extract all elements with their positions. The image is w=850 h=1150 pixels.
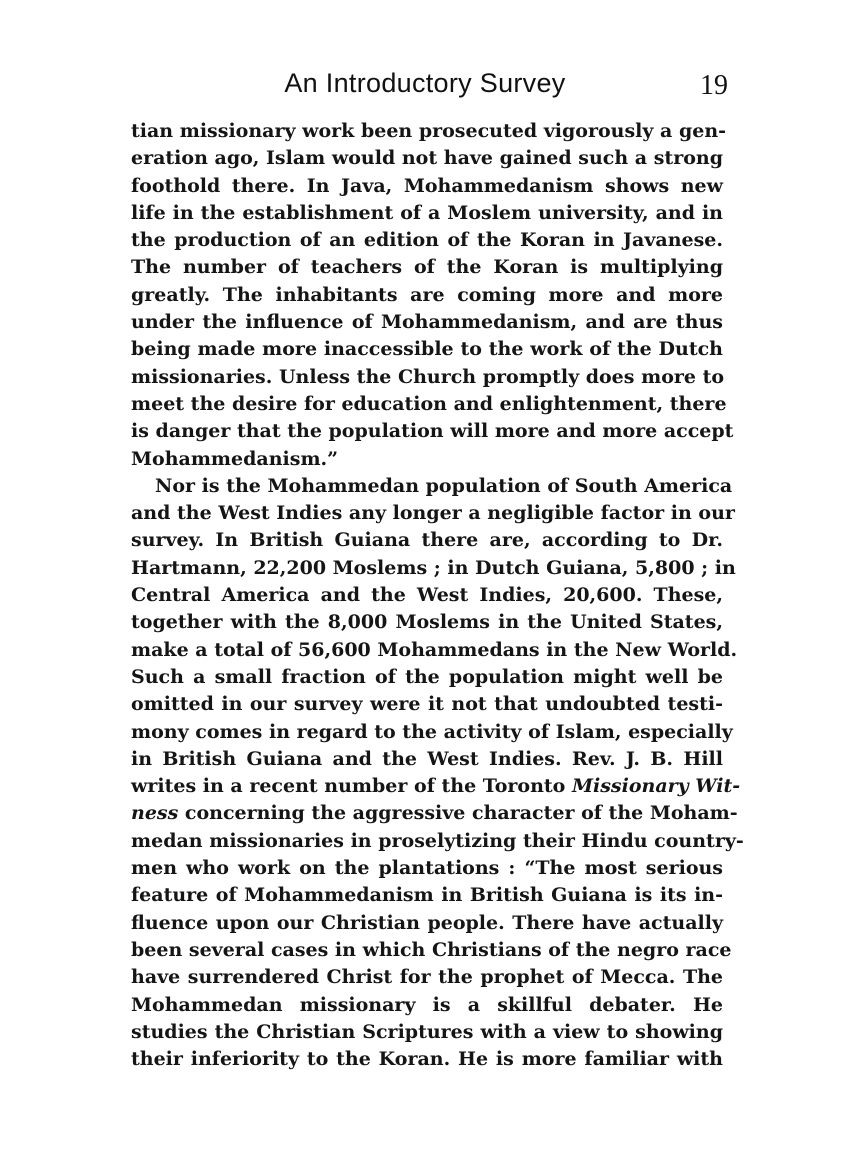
text-line: foothold there. In Java, Mohammedanism shows new bbox=[131, 174, 723, 197]
text-line: The number of teachers of the Koran is multiplying bbox=[131, 256, 723, 279]
text-line: make a total of 56,600 Mohammedans in the New World. bbox=[131, 638, 738, 661]
text-line: in British Guiana and the West Indies. Rev. J. B. Hill bbox=[131, 747, 723, 770]
text-line: greatly. The inhabitants are coming more and more bbox=[131, 283, 723, 306]
text-line: Hartmann, 22,200 Moslems ; in Dutch Guiana, 5,800 ; in bbox=[131, 556, 736, 579]
text-line: Mohammedanism.” bbox=[131, 447, 339, 470]
text-line: meet the desire for education and enlightenment, there bbox=[131, 392, 727, 415]
line-segment: writes in a recent number of the Toronto bbox=[131, 775, 572, 798]
text-line: mony comes in regard to the activity of Islam, especially bbox=[131, 720, 733, 743]
text-line: together with the 8,000 Moslems in the United States, bbox=[131, 611, 723, 634]
text-line: is danger that the population will more and more accept bbox=[131, 420, 734, 443]
text-line: have surrendered Christ for the prophet of Mecca. The bbox=[131, 966, 723, 989]
journal-title-italic: ness bbox=[131, 802, 179, 825]
text-line bbox=[131, 773, 741, 800]
text-line: medan missionaries in proselytizing their Hindu country- bbox=[131, 829, 744, 852]
running-title: An Introductory Survey bbox=[284, 68, 566, 98]
text-line: men who work on the plantations : “The most serious bbox=[131, 857, 723, 880]
journal-title-italic: Missionary Wit- bbox=[571, 775, 741, 798]
text-line: Mohammedan missionary is a skillful debater. He bbox=[131, 993, 723, 1016]
running-head bbox=[0, 66, 850, 106]
text-line: Central America and the West Indies, 20,600. These, bbox=[131, 584, 723, 607]
line-segment: concerning the aggressive character of the Moham- bbox=[178, 802, 738, 825]
text-line: and the West Indies any longer a negligible factor in our bbox=[131, 502, 735, 525]
text-line: Such a small fraction of the population might well be bbox=[131, 665, 723, 688]
text-line: fluence upon our Christian people. There have actually bbox=[131, 911, 723, 934]
text-line: survey. In British Guiana there are, according to Dr. bbox=[131, 529, 723, 552]
text-line: studies the Christian Scriptures with a view to showing bbox=[131, 1020, 723, 1043]
text-line: being made more inaccessible to the work of the Dutch bbox=[131, 338, 723, 361]
text-line: omitted in our survey were it not that undoubted testi- bbox=[131, 693, 723, 716]
text-line: been several cases in which Christians of the negro race bbox=[131, 938, 732, 961]
text-line: Nor is the Mohammedan population of South America bbox=[155, 474, 733, 497]
text-line: eration ago, Islam would not have gained such a strong bbox=[131, 147, 723, 170]
text-line: under the influence of Mohammedanism, and are thus bbox=[131, 311, 723, 334]
paragraph bbox=[131, 118, 734, 473]
body-text bbox=[131, 118, 744, 1073]
page-number: 19 bbox=[700, 70, 728, 101]
text-line: life in the establishment of a Moslem university, and in bbox=[131, 201, 723, 224]
text-line bbox=[131, 800, 738, 827]
text-line: missionaries. Unless the Church promptly does more to bbox=[131, 365, 725, 388]
text-line: tian missionary work been prosecuted vigorously a gen- bbox=[131, 120, 727, 142]
text-line: feature of Mohammedanism in British Guiana is its in- bbox=[131, 884, 723, 907]
paragraph bbox=[131, 473, 744, 1074]
text-line: their inferiority to the Koran. He is more familiar with bbox=[131, 1048, 723, 1071]
text-line: the production of an edition of the Koran in Javanese. bbox=[131, 229, 723, 252]
